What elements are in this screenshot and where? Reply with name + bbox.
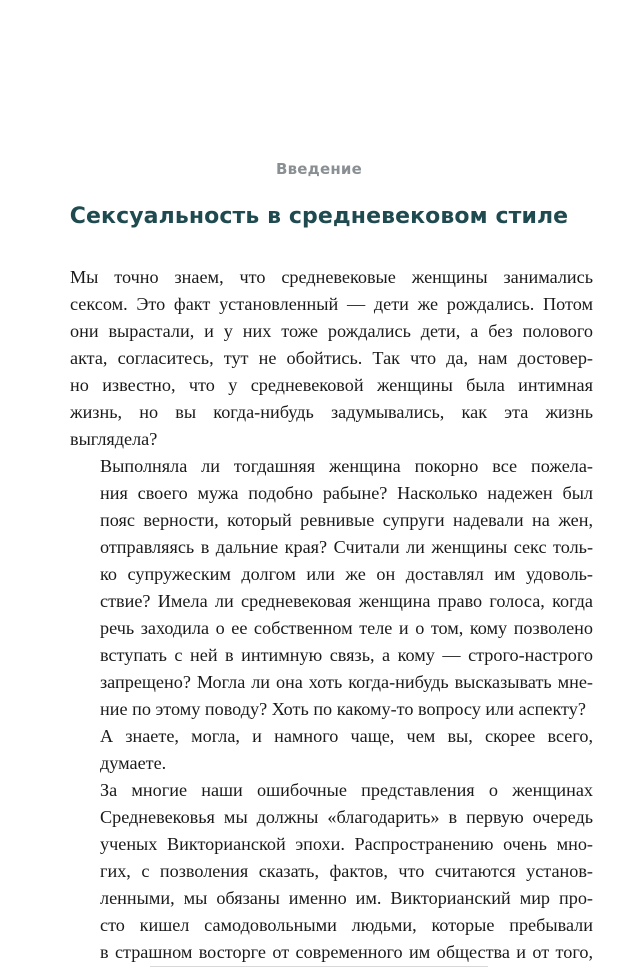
text-line: ученых Викторианской эпохи. Распространению очень мно- [100, 834, 593, 854]
text-line: пояс верности, который ревнивые супруги надевали на жен, [100, 510, 593, 530]
text-line: ние по этому поводу? Хоть по какому-то вопросу или аспекту? [100, 699, 586, 719]
text-line: ко супружеским долгом или же он доставлял им удоволь- [100, 564, 593, 584]
text-line: отправляясь в дальние края? Считали ли женщины секс толь- [100, 537, 593, 557]
text-line: гих, с позволения сказать, фактов, что считаются установ- [100, 861, 593, 881]
paragraph [70, 723, 593, 777]
page-bottom-divider [150, 966, 488, 967]
text-line: думаете. [100, 753, 167, 773]
paragraph [70, 264, 593, 453]
section-label: Введение [275, 160, 363, 178]
text-line: Средневековья мы должны «благодарить» в первую очередь [100, 807, 593, 827]
text-line: За многие наши ошибочные представления о женщинах [100, 780, 593, 800]
text-line: вступать с ней в интимную связь, а кому — строго-настрого [100, 645, 593, 665]
text-line: жизнь, но вы когда-нибудь задумывались, как эта жизнь [70, 402, 593, 422]
body-text [70, 264, 593, 966]
text-line: они вырастали, и у них тоже рождались дети, а без полового [70, 321, 593, 341]
text-line: ленными, мы обязаны именно им. Викторианский мир про- [100, 888, 593, 908]
text-line: сто кишел самодовольными людьми, которые пребывали [100, 915, 593, 935]
text-line: Мы точно знаем, что средневековые женщины занимались [70, 267, 593, 287]
paragraph [70, 777, 593, 966]
paragraph [70, 453, 593, 723]
text-line: А знаете, могла, и намного чаще, чем вы, скорее всего, [100, 726, 593, 746]
text-line: но известно, что у средневековой женщины была интимная [70, 375, 593, 395]
text-line: выглядела? [70, 429, 158, 449]
text-line: сексом. Это факт установленный — дети же рождались. Потом [70, 294, 593, 314]
text-line: запрещено? Могла ли она хоть когда-нибудь высказывать мне- [100, 672, 593, 692]
text-line: ния своего мужа подобно рабыне? Насколько надежен был [100, 483, 593, 503]
text-line: Выполняла ли тогдашняя женщина покорно все пожела- [100, 456, 593, 476]
chapter-title: Сексуальность в средневековом стиле [69, 204, 569, 229]
text-line: в страшном восторге от современного им общества и от того, [100, 942, 593, 962]
text-line: ствие? Имела ли средневековая женщина право голоса, когда [100, 591, 593, 611]
text-line: речь заходила о ее собственном теле и о том, кому позволено [100, 618, 593, 638]
text-line: акта, согласитесь, тут не обойтись. Так что да, нам достовер- [70, 348, 593, 368]
